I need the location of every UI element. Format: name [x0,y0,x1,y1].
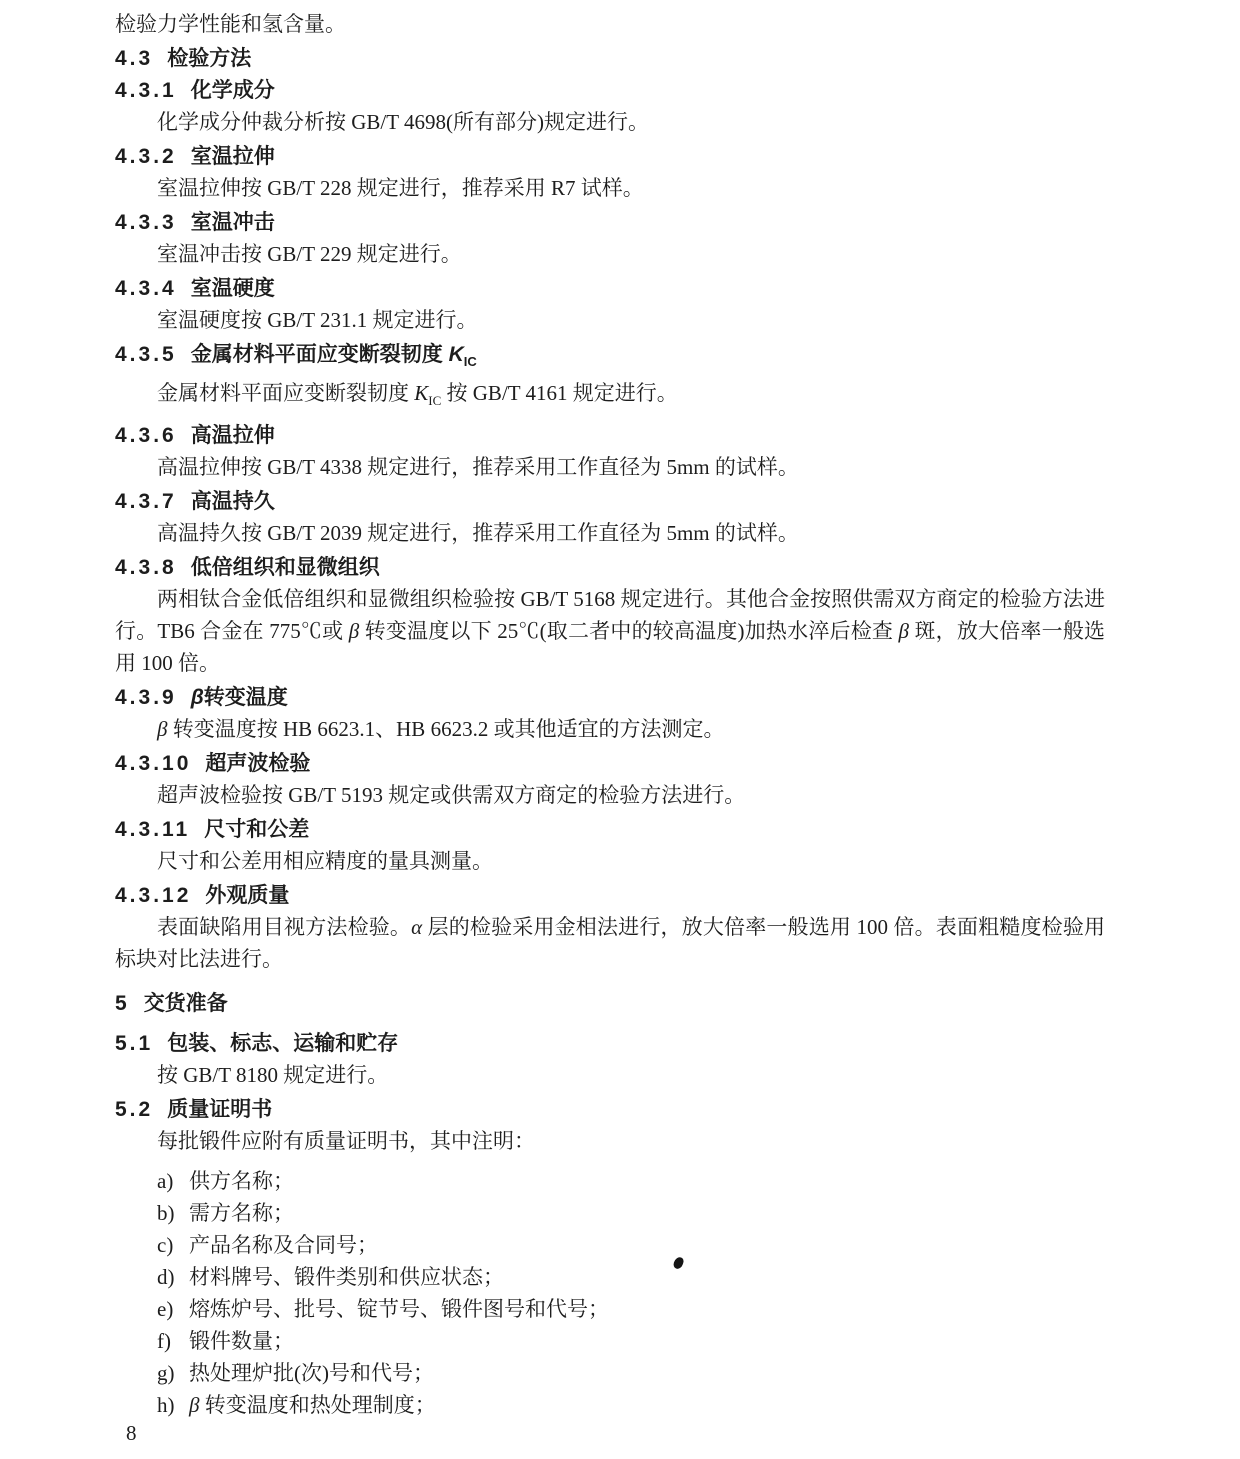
section-number: 4.3.8 [115,556,177,579]
text-segment: 金属材料平面应变断裂韧度 [157,381,415,405]
paragraph [115,451,1105,483]
list-item-c [115,1229,1105,1261]
section-number: 5.2 [115,1098,154,1121]
text-segment: K [448,343,464,366]
heading-4.3 [115,46,1105,72]
document-body [115,8,1105,1421]
list-text [189,1329,294,1353]
text-segment: 外观质量 [205,884,290,907]
text-segment: 室温冲击按 GB/T 229 规定进行。 [157,242,462,266]
section-number: 5.1 [115,1032,154,1055]
list-item-h [115,1389,1105,1421]
text-segment: 室温拉伸 [190,145,275,168]
text-segment: α [411,915,423,939]
heading-4.3.2 [115,144,1105,170]
text-segment: β [348,619,360,643]
text-segment: 表面缺陷用目视方法检验。 [157,915,412,939]
section-title [191,145,275,168]
heading-4.3.1 [115,78,1105,104]
text-segment: 低倍组织和显微组织 [190,556,380,579]
list-letter: a) [157,1169,174,1193]
section-number: 4.3.7 [115,490,177,513]
text-segment: 转变温度以下 25℃(取二者中的较高温度)加热水淬后检查 [359,619,899,643]
text-segment: 金属材料平面应变断裂韧度 [190,343,449,366]
paragraph [115,583,1105,679]
paragraph [115,779,1105,811]
section-title [191,490,275,513]
paragraph [115,1059,1105,1091]
text-segment: 每批锻件应附有质量证明书，其中注明： [157,1129,535,1153]
text-segment: 两相钛合金低倍组织和显微组织检验按 GB/T 5168 规定进行。其他合金按照供需双方商定的检验方法进行。TB6 合金在 775℃或 [115,587,1105,643]
section-title [144,992,228,1015]
section-number: 4.3.3 [115,211,177,234]
heading-5 [115,991,1105,1017]
paragraph [115,517,1105,549]
text-segment: 室温冲击 [190,211,275,234]
list-letter: h) [157,1393,175,1417]
list-text [189,1169,294,1193]
paragraph [115,845,1105,877]
paragraph [115,8,1105,40]
section-number: 4.3.5 [115,343,177,366]
section-title [190,343,477,369]
text-segment: 高温拉伸 [190,424,275,447]
text-segment: 锻件数量； [189,1329,294,1353]
heading-4.3.9 [115,685,1105,711]
text-segment: 高温持久按 GB/T 2039 规定进行，推荐采用工作直径为 5mm 的试样。 [157,521,799,545]
list-letter: c) [157,1233,174,1257]
text-segment: 熔炼炉号、批号、锭节号、锻件图号和代号； [189,1297,609,1321]
text-segment: 热处理炉批(次)号和代号； [189,1361,434,1385]
section-title [205,884,289,907]
heading-4.3.3 [115,210,1105,236]
heading-5.2 [115,1097,1105,1123]
heading-4.3.8 [115,555,1105,581]
text-segment: 高温持久 [190,490,275,513]
paragraph [115,106,1105,138]
list-letter: b) [157,1201,175,1225]
subscript-text: IC [428,393,442,408]
list-item-d [115,1261,1105,1293]
section-number: 4.3.9 [115,686,177,709]
section-number: 4.3.10 [115,752,192,775]
text-segment: 超声波检验 [205,752,311,775]
heading-4.3.12 [115,883,1105,909]
list-item-g [115,1357,1105,1389]
section-title [191,277,275,300]
list-letter: g) [157,1361,175,1385]
text-segment: 高温拉伸按 GB/T 4338 规定进行，推荐采用工作直径为 5mm 的试样。 [157,455,799,479]
heading-4.3.6 [115,423,1105,449]
section-title [191,686,288,709]
heading-4.3.11 [115,817,1105,843]
section-number: 4.3.1 [115,79,177,102]
heading-4.3.5 [115,342,1105,375]
section-number: 4.3.2 [115,145,177,168]
heading-4.3.7 [115,489,1105,515]
text-segment: 质量证明书 [167,1098,273,1121]
text-segment: β [189,1393,200,1417]
list-item-e [115,1293,1105,1325]
page-number: 8 [126,1421,137,1445]
text-segment: 室温硬度按 GB/T 231.1 规定进行。 [157,308,478,332]
heading-5.1 [115,1031,1105,1057]
section-number: 4.3.6 [115,424,177,447]
text-segment: 化学成分仲裁分析按 GB/T 4698(所有部分)规定进行。 [157,110,649,134]
section-title [205,752,310,775]
text-segment: 转变温度 [203,686,288,709]
text-segment: 斑，放大倍率一般选用 100 倍。 [115,619,1106,675]
text-segment: 层的检验采用金相法进行，放大倍率一般选用 100 倍。表面粗糙度检验用标块对比法进行。 [115,915,1106,971]
section-title [167,1032,398,1055]
heading-4.3.4 [115,276,1105,302]
paragraph [115,911,1105,975]
text-segment: 按 GB/T 8180 规定进行。 [157,1063,389,1087]
section-number: 5 [115,992,130,1015]
text-segment: 供方名称； [189,1169,294,1193]
paragraph [115,377,1105,417]
text-segment: 材料牌号、锻件类别和供应状态； [189,1265,504,1289]
section-title [167,1098,272,1121]
paragraph [115,172,1105,204]
paragraph [115,713,1105,745]
section-title [191,424,275,447]
section-title [191,556,380,579]
text-segment: 转变温度按 HB 6623.1、HB 6623.2 或其他适宜的方法测定。 [167,717,725,741]
text-segment: 尺寸和公差用相应精度的量具测量。 [157,849,493,873]
paragraph [115,238,1105,270]
list-text [189,1233,378,1257]
text-segment: K [414,381,429,405]
text-segment: 室温硬度 [190,277,275,300]
section-number: 4.3 [115,47,154,70]
text-segment: 交货准备 [143,992,228,1015]
text-segment: 包装、标志、运输和贮存 [167,1032,399,1055]
list-letter: d) [157,1265,175,1289]
paragraph [115,304,1105,336]
list-item-b [115,1197,1105,1229]
text-segment: β [190,686,204,709]
section-title [191,79,275,102]
text-segment: 转变温度和热处理制度； [199,1393,436,1417]
list-letter: e) [157,1297,174,1321]
text-segment: 超声波检验按 GB/T 5193 规定或供需双方商定的检验方法进行。 [157,783,746,807]
section-number: 4.3.4 [115,277,177,300]
text-segment: 化学成分 [190,79,275,102]
list-text [189,1297,609,1321]
list-text [189,1361,434,1385]
list-text [189,1201,294,1225]
text-segment: β [157,717,168,741]
paragraph [115,1125,1105,1157]
section-title [191,211,275,234]
text-segment: 检验力学性能和氢含量。 [115,12,346,36]
list-letter: f) [157,1329,171,1353]
list-item-f [115,1325,1105,1357]
heading-4.3.10 [115,751,1105,777]
list-text [189,1393,436,1417]
section-number: 4.3.11 [115,818,191,841]
text-segment: 按 GB/T 4161 规定进行。 [441,381,678,405]
text-segment: 需方名称； [189,1201,294,1225]
subscript-text: IC [463,354,477,369]
list-text [189,1265,504,1289]
section-number: 4.3.12 [115,884,192,907]
text-segment: 尺寸和公差 [204,818,310,841]
section-title [167,47,251,70]
text-segment: 产品名称及合同号； [189,1233,378,1257]
text-segment: 检验方法 [167,47,252,70]
list-item-a [115,1165,1105,1197]
section-title [204,818,309,841]
text-segment: 室温拉伸按 GB/T 228 规定进行，推荐采用 R7 试样。 [157,176,644,200]
text-segment: β [898,619,910,643]
